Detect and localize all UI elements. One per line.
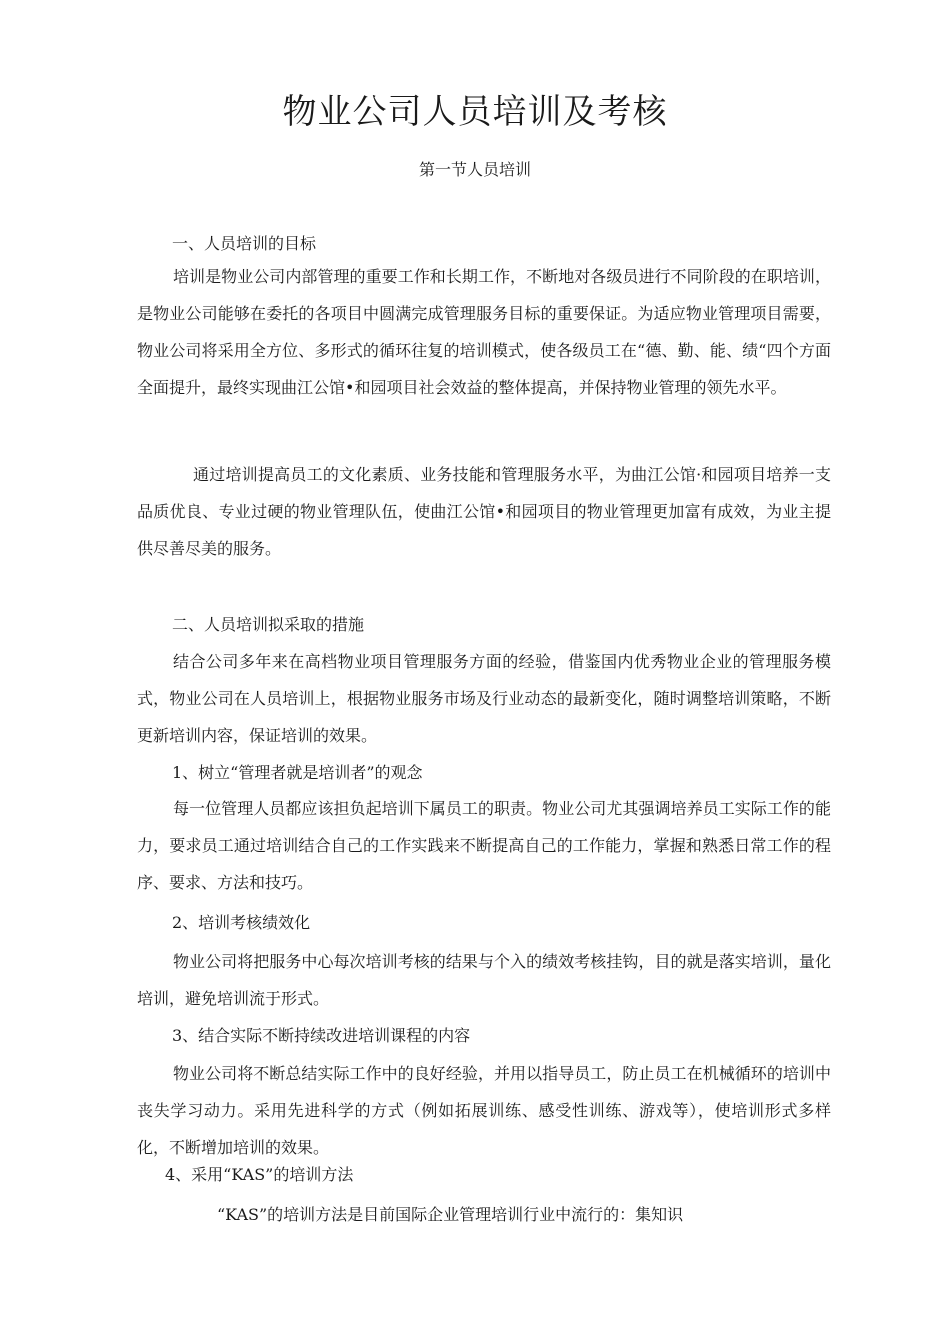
heading-measure-3: 3、结合实际不断持续改进培训课程的内容 bbox=[172, 1026, 471, 1045]
paragraph-training-goals: 培训是物业公司内部管理的重要工作和长期工作，不断地对各级员进行不同阶段的在职培训，是物业公司能够在委托的各项目中圆满完成管理服务目标的重要保证。为适应物业管理项目需要，物业公司将采用全方位、多形式的循环往复的培训模式，使各级员工在“德、勤、能、绩“四个方面全面提升，最终实现曲江公馆•和园项目社会效益的整体提高，并保持物业管理的领先水平。 bbox=[137, 267, 831, 397]
heading-training-goals: 一、人员培训的目标 bbox=[172, 234, 317, 253]
paragraph-measure-1: 每一位管理人员都应该担负起培训下属员工的职责。物业公司尤其强调培养员工实际工作的能力，要求员工通过培训结合自己的工作实践来不断提高自己的工作能力，掌握和熟悉日常工作的程序、要求、方法和技巧。 bbox=[137, 799, 831, 892]
section-title: 第一节人员培训 bbox=[418, 160, 531, 179]
paragraph-measure-4: “KAS”的培训方法是目前国际企业管理培训行业中流行的：集知识 bbox=[217, 1205, 684, 1224]
paragraph-measure-3: 物业公司将不断总结实际工作中的良好经验，并用以指导员工，防止员工在机械循环的培训中丧失学习动力。采用先进科学的方式（例如拓展训练、感受性训练、游戏等），使培训形式多样化，不断增加培训的效果。 bbox=[137, 1064, 831, 1157]
document-title: 物业公司人员培训及考核 bbox=[282, 92, 668, 132]
heading-measure-1: 1、树立“管理者就是培训者”的观念 bbox=[172, 763, 423, 782]
paragraph-measure-2: 物业公司将把服务中心每次培训考核的结果与个入的绩效考核挂钩，目的就是落实培训，量化培训，避免培训流于形式。 bbox=[137, 952, 831, 1008]
paragraph-training-measures: 结合公司多年来在高档物业项目管理服务方面的经验，借鉴国内优秀物业企业的管理服务模式，物业公司在人员培训上，根据物业服务市场及行业动态的最新变化，随时调整培训策略，不断更新培训内容，保证培训的效果。 bbox=[137, 652, 831, 745]
heading-training-measures: 二、人员培训拟采取的措施 bbox=[172, 615, 365, 634]
paragraph-training-purpose: 通过培训提高员工的文化素质、业务技能和管理服务水平，为曲江公馆·和园项目培养一支品质优良、专业过硬的物业管理队伍，使曲江公馆•和园项目的物业管理更加富有成效，为业主提供尽善尽美的服务。 bbox=[137, 465, 831, 558]
heading-measure-2: 2、培训考核绩效化 bbox=[172, 913, 311, 932]
heading-measure-4: 4、采用“KAS”的培训方法 bbox=[165, 1165, 354, 1184]
